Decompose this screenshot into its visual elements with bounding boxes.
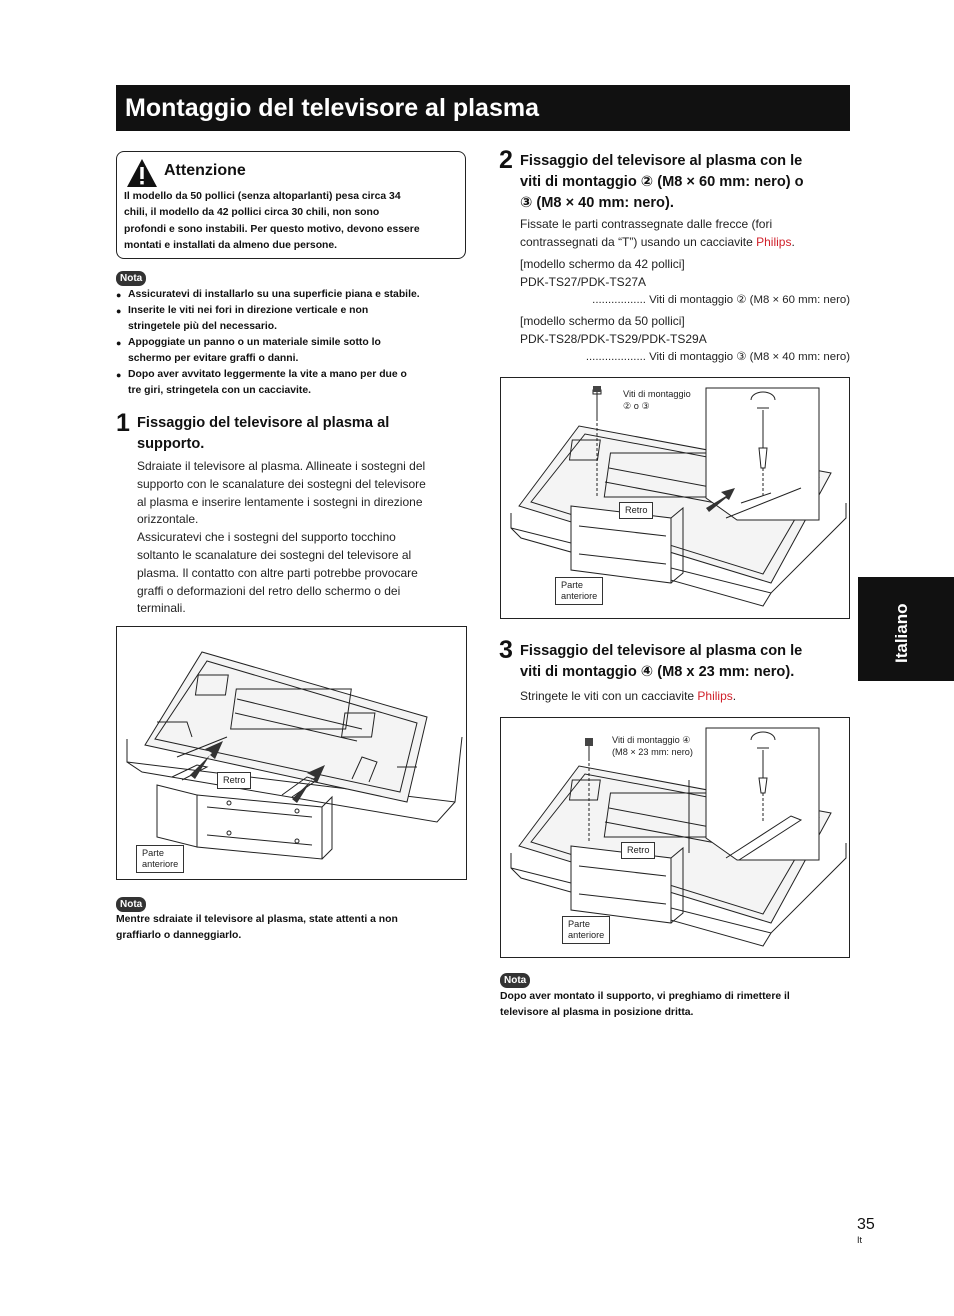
attention-title: Attenzione	[164, 162, 246, 179]
page-title: Montaggio del televisore al plasma	[116, 85, 850, 131]
retro-label: Retro	[619, 502, 653, 519]
step-number: 3	[499, 636, 513, 664]
figure-screws-2-3	[500, 377, 850, 619]
retro-label: Retro	[217, 772, 251, 789]
brand-name: Philips	[697, 689, 733, 703]
note-badge: Nota	[116, 894, 146, 912]
list-item: ● Inserite le viti nei fori in direzione verticale e non stringetele più del necessario.	[116, 303, 466, 335]
step-title: Fissaggio del televisore al plasma con le viti di montaggio ④ (M8 x 23 mm: nero).	[520, 643, 803, 680]
step-number: 1	[116, 409, 130, 437]
screw-illustration	[501, 378, 849, 618]
note-text: Dopo aver montato il supporto, vi preghiamo di rimettere il televisore al plasma in posizione dritta.	[500, 991, 790, 1018]
figure-screws-4	[500, 717, 850, 958]
note-badge: Nota	[116, 268, 146, 286]
step-body: Sdraiate il televisore al plasma. Allineate i sostegni del supporto con le scanalature dei sostegni del televisore al plasma e inserire lentamente i sostegni in direzione orizzontale. Assicuratevi che i sostegni del supporto tocchino soltanto le scanalature dei sostegni del televisore al plasma. Il contatto con altre parti potrebbe provocare graffi o deformazioni del retro dello schermo o dei terminali.	[137, 459, 426, 616]
model-50: [modello schermo da 50 pollici] PDK-TS28/PDK-TS29/PDK-TS29A ................... Viti di montaggio ③ (M8 × 40 mm: nero)	[520, 314, 850, 363]
front-label: Parte anteriore	[555, 577, 603, 605]
step-title: Fissaggio del televisore al plasma al supporto.	[137, 415, 390, 452]
model-42: [modello schermo da 42 pollici] PDK-TS27/PDK-TS27A ................. Viti di montaggio ② (M8 × 60 mm: nero)	[520, 257, 850, 306]
attention-text: Il modello da 50 pollici (senza altoparlanti) pesa circa 34 chili, il modello da 42 pollici circa 30 chili, non sono profondi e sono instabili. Per questo motivo, devono essere montati e installati da almeno due persone.	[124, 191, 420, 252]
note-text: Mentre sdraiate il televisore al plasma, state attenti a non graffiarlo o danneggiarlo.	[116, 914, 398, 941]
front-label: Parte anteriore	[562, 916, 610, 944]
step-body: Fissate le parti contrassegnate dalle frecce (fori contrassegnati da “T”) usando un cacciavite Philips.	[520, 217, 795, 249]
page-number: 35	[857, 1216, 875, 1233]
list-item: ● Dopo aver avvitato leggermente la vite a mano per due o tre giri, stringetela con un cacciavite.	[116, 367, 466, 399]
stand-illustration	[117, 627, 466, 879]
figure-stand-insert	[116, 626, 467, 880]
list-item: ● Appoggiate un panno o un materiale simile sotto lo schermo per evitare graffi o danni.	[116, 335, 466, 367]
brand-name: Philips	[756, 234, 792, 249]
step-title: Fissaggio del televisore al plasma con le viti di montaggio ② (M8 × 60 mm: nero) o ③ (M8 × 40 mm: nero).	[520, 153, 804, 211]
warning-icon	[126, 158, 158, 188]
step-body: Stringete le viti con un cacciavite Philips.	[520, 689, 737, 703]
step-number: 2	[499, 146, 513, 174]
language-tab: Italiano	[858, 577, 954, 681]
screw-label: Viti di montaggio ④ (M8 × 23 mm: nero)	[612, 735, 693, 757]
note-list	[116, 287, 466, 399]
front-label: Parte anteriore	[136, 845, 184, 873]
list-item: ● Assicuratevi di installarlo su una superficie piana e stabile.	[116, 287, 466, 303]
note-badge: Nota	[500, 970, 530, 988]
page-language: It	[857, 1235, 863, 1245]
screw-label: Viti di montaggio ② o ③	[623, 389, 691, 411]
retro-label: Retro	[621, 842, 655, 859]
